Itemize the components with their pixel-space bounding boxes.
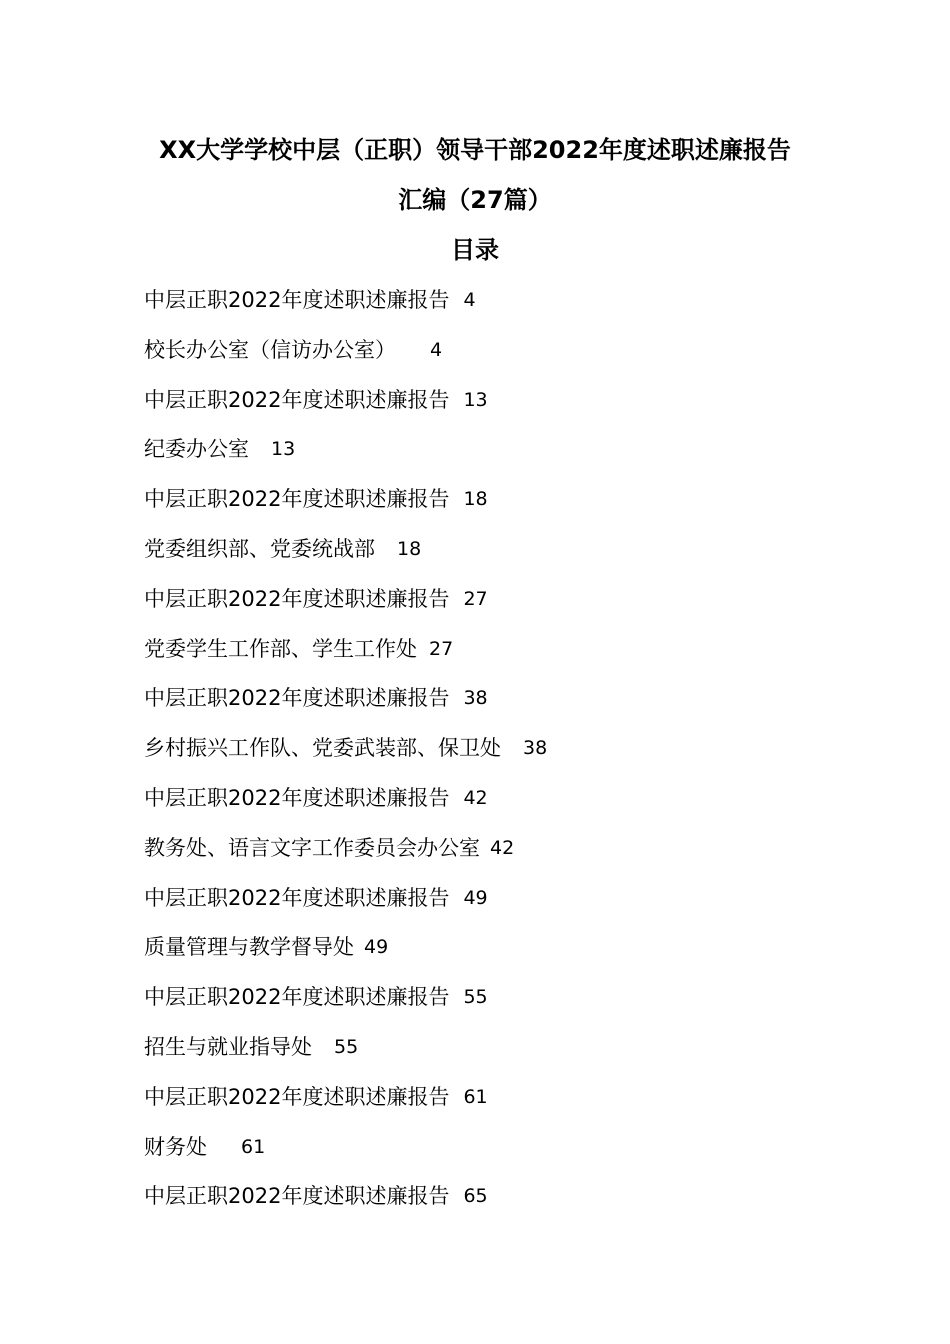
toc-entry-title: 中层正职2022年度述职述廉报告 — [144, 1184, 450, 1209]
toc-entry-page: 65 — [463, 1185, 488, 1208]
toc-entry[interactable] — [144, 1180, 844, 1230]
toc-entry-title: 财务处 — [144, 1134, 207, 1159]
toc-entry[interactable] — [144, 931, 844, 981]
toc-entry[interactable] — [144, 533, 844, 583]
toc-entry[interactable] — [144, 483, 844, 533]
toc-entry-page: 61 — [241, 1135, 266, 1158]
toc-entry-page: 4 — [430, 338, 443, 361]
toc-entry-page: 18 — [397, 537, 422, 560]
toc-entry[interactable] — [144, 334, 844, 384]
toc-entry[interactable] — [144, 633, 844, 683]
toc-entry-title: 党委组织部、党委统战部 — [144, 536, 375, 561]
toc-entry[interactable] — [144, 981, 844, 1031]
toc-entry-title: 中层正职2022年度述职述廉报告 — [144, 288, 450, 312]
toc-entry-title: 中层正职2022年度述职述廉报告 — [144, 1084, 450, 1109]
toc-entry-page: 49 — [364, 936, 389, 959]
toc-entry[interactable] — [144, 732, 844, 782]
toc-entry-page: 38 — [463, 687, 488, 710]
toc-entry-title: 教务处、语言文字工作委员会办公室 — [144, 835, 480, 860]
toc-entry[interactable] — [144, 882, 844, 932]
toc-entry-title: 中层正职2022年度述职述廉报告 — [144, 785, 450, 810]
toc-entry-title: 乡村振兴工作队、党委武装部、保卫处 — [144, 736, 501, 761]
toc-heading: 目录 — [451, 236, 499, 264]
toc-entry-page: 42 — [463, 786, 488, 809]
toc-entry-title: 党委学生工作部、学生工作处 — [144, 636, 417, 661]
toc-entry-page: 55 — [463, 986, 488, 1009]
toc-entry-title: 中层正职2022年度述职述廉报告 — [144, 586, 450, 611]
table-of-contents — [144, 284, 844, 1230]
toc-entry-page: 38 — [523, 737, 548, 760]
toc-entry-page: 18 — [463, 488, 488, 511]
toc-entry-page: 42 — [490, 836, 515, 859]
toc-entry-title: 中层正职2022年度述职述廉报告 — [144, 885, 450, 910]
toc-entry-title: 中层正职2022年度述职述廉报告 — [144, 487, 450, 512]
toc-entry[interactable] — [144, 1031, 844, 1081]
toc-entry[interactable] — [144, 384, 844, 434]
toc-entry[interactable] — [144, 682, 844, 732]
toc-entry-page: 27 — [463, 587, 488, 610]
toc-entry[interactable] — [144, 284, 844, 334]
toc-entry-page: 4 — [463, 289, 476, 311]
toc-entry-title: 中层正职2022年度述职述廉报告 — [144, 387, 450, 412]
toc-entry[interactable] — [144, 583, 844, 633]
toc-entry-page: 55 — [334, 1035, 359, 1058]
toc-entry-title: 招生与就业指导处 — [144, 1034, 312, 1059]
toc-entry[interactable] — [144, 1081, 844, 1131]
toc-entry-title: 质量管理与教学督导处 — [144, 935, 354, 960]
toc-entry-page: 49 — [463, 886, 488, 909]
document-title-line-2: 汇编（27篇） — [398, 186, 552, 214]
document-title-line-1: XX大学学校中层（正职）领导干部2022年度述职述廉报告 — [159, 136, 791, 164]
toc-entry-page: 13 — [271, 438, 296, 461]
toc-entry[interactable] — [144, 782, 844, 832]
toc-entry[interactable] — [144, 832, 844, 882]
toc-entry-title: 纪委办公室 — [144, 437, 249, 462]
toc-entry-page: 61 — [463, 1085, 488, 1108]
toc-entry-title: 中层正职2022年度述职述廉报告 — [144, 686, 450, 711]
toc-entry-title: 中层正职2022年度述职述廉报告 — [144, 985, 450, 1010]
toc-entry-page: 13 — [463, 388, 488, 411]
toc-entry-title: 校长办公室（信访办公室） — [144, 337, 396, 362]
toc-entry-page: 27 — [429, 637, 454, 660]
toc-entry[interactable] — [144, 433, 844, 483]
toc-entry[interactable] — [144, 1131, 844, 1181]
